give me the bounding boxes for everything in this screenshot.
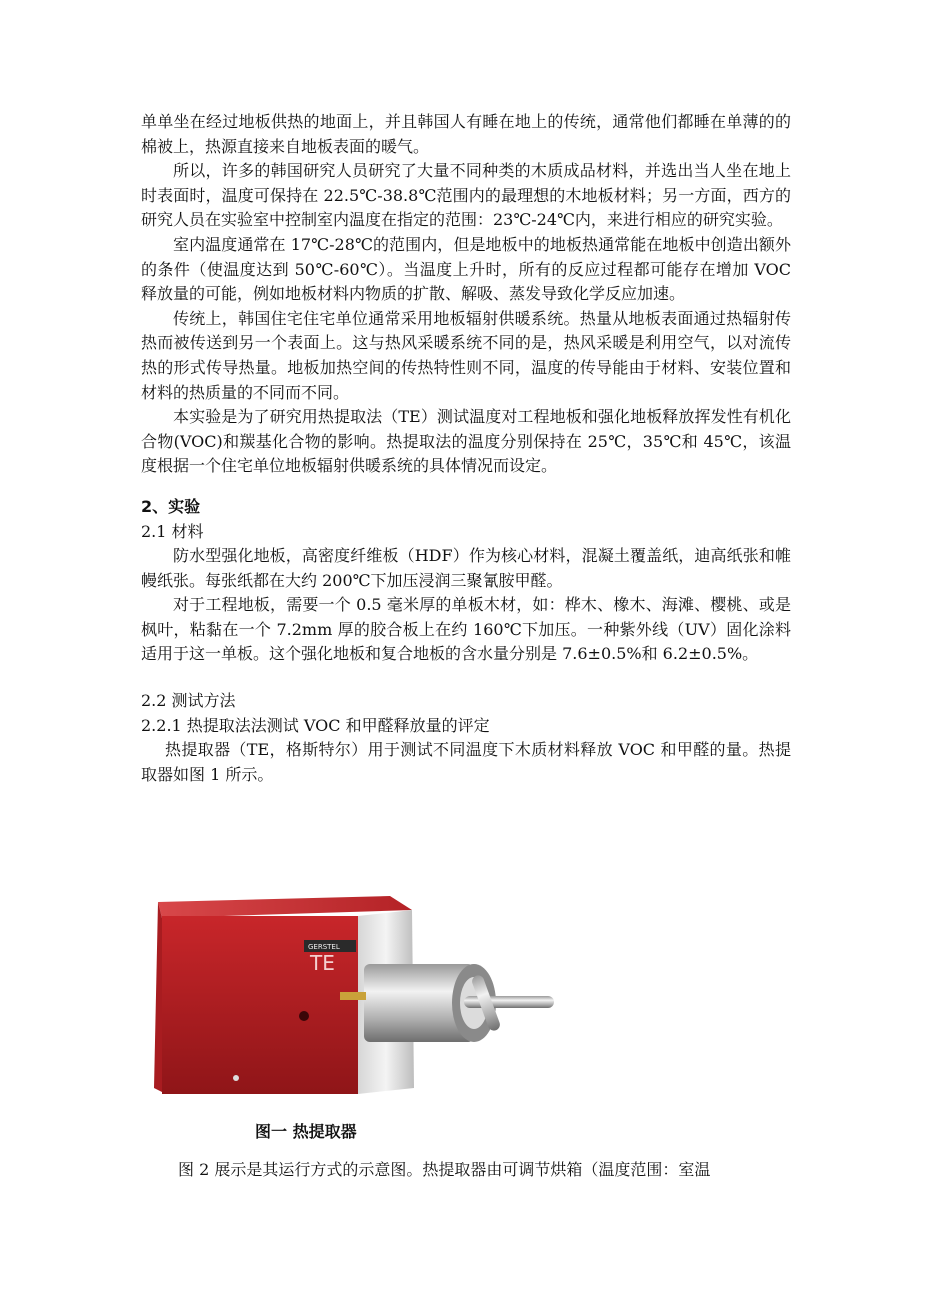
brand-label: GERSTEL [308, 943, 340, 951]
paragraph-2: 所以，许多的韩国研究人员研究了大量不同种类的木质成品材料，并选出当人坐在地上时表面时，温度可保持在 22.5℃-38.8℃范围内的最理想的木地板材料；另一方面，西方的研究人员在实验室中控制室内温度在指定的范围：23℃-24℃内，来进行相应的研究实验。 [141, 161, 791, 230]
subsection-te: 2.2.1 热提取法法测试 VOC 和甲醛释放量的评定 [141, 715, 490, 735]
model-label: TE [310, 951, 335, 975]
thermal-extractor-figure [150, 888, 570, 1106]
paragraph-te: 热提取器（TE，格斯特尔）用于测试不同温度下木质材料释放 VOC 和甲醛的量。热提取器如图 1 所示。 [141, 740, 791, 784]
spacer [141, 667, 791, 689]
subsection-methods: 2.2 测试方法 [141, 691, 236, 711]
paragraph-5: 本实验是为了研究用热提取法（TE）测试温度对工程地板和强化地板释放挥发性有机化合物(VOC)和羰基化合物的影响。热提取法的温度分别保持在 25℃，35℃和 45℃，该温度根据一个住宅单位地板辐射供暖系统的具体情况而设定。 [141, 407, 791, 476]
document-body [141, 110, 791, 787]
paragraph-continued: 图 2 展示是其运行方式的示意图。热提取器由可调节烘箱（温度范围：室温 [178, 1160, 711, 1179]
paragraph-1: 单单坐在经过地板供热的地面上，并且韩国人有睡在地上的传统，通常他们都睡在单薄的的棉被上，热源直接来自地板表面的暖气。 [141, 112, 791, 156]
thermal-extractor-image [150, 888, 570, 1106]
paragraph-3: 室内温度通常在 17℃-28℃的范围内，但是地板中的地板热通常能在地板中创造出额外的条件（使温度达到 50℃-60℃）。当温度上升时，所有的反应过程都可能存在增加 VOC 释放量的可能，例如地板材料内物质的扩散、解吸、蒸发导致化学反应加速。 [141, 234, 791, 304]
section-heading: 2、实验 [141, 496, 201, 516]
paragraph-materials-2: 对于工程地板，需要一个 0.5 毫米厚的单板木材，如：桦木、橡木、海滩、樱桃、或是枫叶，粘黏在一个 7.2mm 厚的胶合板上在约 160℃下加压。一种紫外线（UV）固化涂料适用于这一单板。这个强化地板和复合地板的含水量分别是 7.6±0.5%和 6.2±0.5%。 [141, 595, 791, 664]
figure-caption: 图一 热提取器 [255, 1122, 357, 1141]
paragraph-materials-1: 防水型强化地板，高密度纤维板（HDF）作为核心材料，混凝土覆盖纸，迪高纸张和帷幔纸张。每张纸都在大约 200℃下加压浸润三聚氰胺甲醛。 [141, 546, 791, 590]
paragraph-4: 传统上，韩国住宅住宅单位通常采用地板辐射供暖系统。热量从地板表面通过热辐射传热而被传送到另一个表面上。这与热风采暖系统不同的是，热风采暖是利用空气，以对流传热的形式传导热量。地板加热空间的传热特性则不同，温度的传导能由于材料、安装位置和材料的热质量的不同而不同。 [141, 308, 791, 402]
subsection-materials: 2.1 材料 [141, 521, 204, 541]
